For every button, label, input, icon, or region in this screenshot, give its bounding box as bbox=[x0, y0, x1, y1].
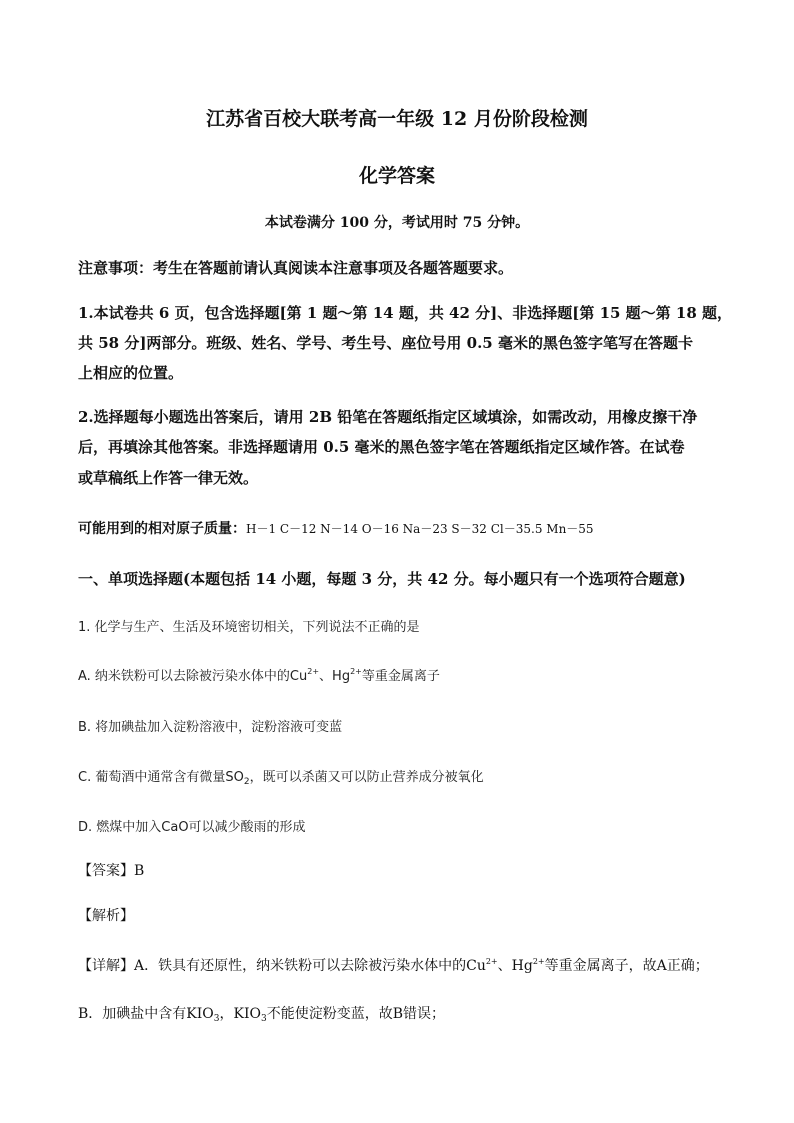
exam-info: 本试卷满分 100 分，考试用时 75 分钟。 bbox=[264, 215, 530, 231]
note-1-line-3: 上相应的位置。 bbox=[78, 364, 184, 382]
note-2-line-2: 后，再填涂其他答案。非选择题请用 0.5 毫米的黑色签字笔在答题纸指定区域作答。在试卷 bbox=[78, 438, 685, 456]
doc-subtitle: 化学答案 bbox=[358, 165, 435, 187]
atomic-mass-label: 可能用到的相对原子质量： bbox=[78, 521, 246, 537]
doc-title: 江苏省百校大联考高一年级 12 月份阶段检测 bbox=[206, 108, 588, 130]
atomic-mass-values: H－1 C－12 N－14 O－16 Na－23 S－32 Cl－35.5 Mn－55 bbox=[246, 522, 594, 536]
option-a: A. 纳米铁粉可以去除被污染水体中的$Cu^{2+}$、$Hg^{2+}$等重金属离子 bbox=[78, 667, 440, 684]
note-1-line-1: 1.本试卷共 6 页，包含选择题[第 1 题～第 14 题，共 42 分]、非选择题[第 15 题～第 18 题， bbox=[78, 304, 732, 322]
note-2-line-1: 2.选择题每小题选出答案后，请用 2B 铅笔在答题纸指定区域填涂，如需改动，用橡皮擦干净 bbox=[78, 408, 698, 426]
analysis-label: 【解析】 bbox=[78, 908, 134, 924]
option-b: B. 将加碘盐加入淀粉溶液中，淀粉溶液可变蓝 bbox=[78, 720, 343, 735]
detail-b: B．加碘盐中含有$KIO_3$，$KIO_3$不能使淀粉变蓝，故B错误； bbox=[78, 1006, 445, 1024]
option-d: D. 燃煤中加入CaO可以减少酸雨的形成 bbox=[78, 820, 306, 835]
section-heading: 一、单项选择题(本题包括 14 小题，每题 3 分，共 42 分。每小题只有一个选项符合题意) bbox=[78, 570, 686, 588]
note-1-line-2: 共 58 分]两部分。班级、姓名、学号、考生号、座位号用 0.5 毫米的黑色签字笔写在答题卡 bbox=[78, 334, 693, 352]
answer-line: 【答案】B bbox=[78, 863, 145, 879]
question-stem: 1. 化学与生产、生活及环境密切相关，下列说法不正确的是 bbox=[78, 620, 420, 635]
option-c: C. 葡萄酒中通常含有微量$SO_2$，既可以杀菌又可以防止营养成分被氧化 bbox=[78, 770, 484, 787]
detail-a: 【详解】A．铁具有还原性，纳米铁粉可以去除被污染水体中的$Cu^{2+}$、$Hg^{2+}$等重金属离子，故A正确； bbox=[78, 957, 709, 974]
atomic-mass-line bbox=[78, 518, 594, 538]
notice-heading: 注意事项：考生在答题前请认真阅读本注意事项及各题答题要求。 bbox=[78, 259, 514, 277]
note-2-line-3: 或草稿纸上作答一律无效。 bbox=[78, 469, 259, 487]
